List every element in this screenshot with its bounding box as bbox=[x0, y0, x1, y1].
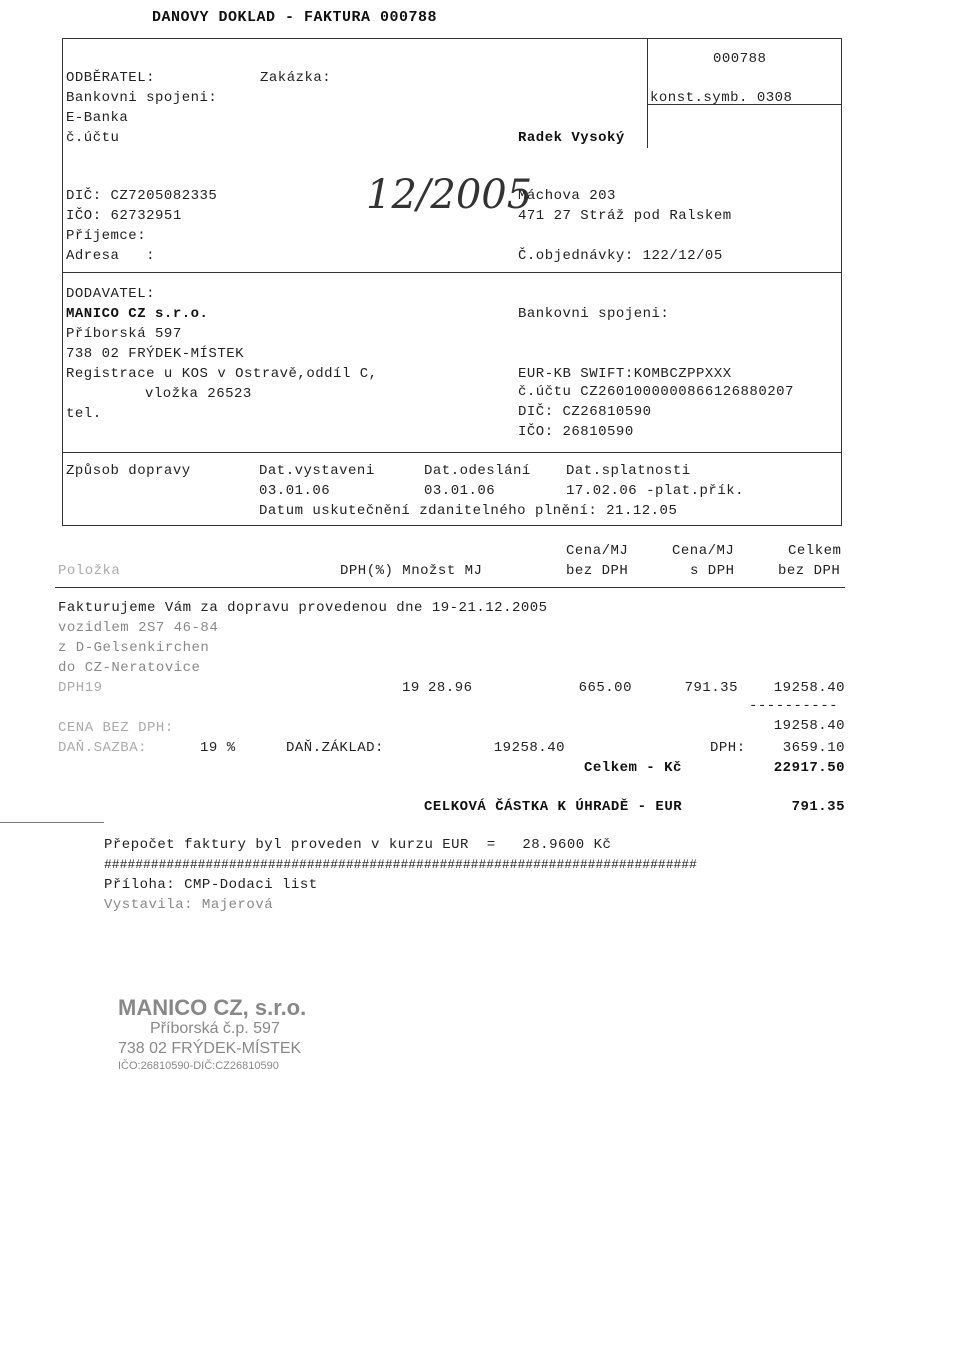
recipient-label: Příjemce: bbox=[66, 228, 147, 244]
buyer-dic: DIČ: CZ7205082335 bbox=[66, 188, 218, 204]
address-label: Adresa : bbox=[66, 248, 156, 264]
header-item: Položka bbox=[58, 563, 121, 579]
supplier-registration-1: Registrace u KOS v Ostravě,oddíl C, bbox=[66, 366, 378, 382]
attachment-line: Příloha: CMP-Dodaci list bbox=[104, 877, 318, 893]
total-czk-label: Celkem - Kč bbox=[584, 760, 682, 776]
buyer-street: Máchova 203 bbox=[518, 188, 616, 204]
item-line-4: do CZ-Neratovice bbox=[58, 660, 201, 676]
due-date: 17.02.06 -plat.přík. bbox=[566, 483, 745, 499]
item-qty: 28.96 bbox=[428, 680, 473, 696]
stamp-line-2: Příborská č.p. 597 bbox=[150, 1020, 280, 1037]
supplier-ico: IČO: 26810590 bbox=[518, 424, 634, 440]
issue-date: 03.01.06 bbox=[259, 483, 331, 499]
header-price-excl-2: bez DPH bbox=[566, 563, 629, 579]
buyer-bank-name: E-Banka bbox=[66, 110, 129, 126]
supplier-label: DODAVATEL: bbox=[66, 286, 156, 302]
total-eur: 791.35 bbox=[791, 799, 845, 815]
stamp-line-4: IČO:26810590-DIČ:CZ26810590 bbox=[118, 1060, 279, 1072]
item-price-incl: 791.35 bbox=[684, 680, 738, 696]
vat-label: DPH: bbox=[710, 740, 746, 756]
buyer-ico: IČO: 62732951 bbox=[66, 208, 182, 224]
vat-amount: 3659.10 bbox=[782, 740, 845, 756]
item-total: 19258.40 bbox=[773, 680, 845, 696]
box-border bbox=[62, 452, 842, 453]
supplier-city: 738 02 FRÝDEK-MÍSTEK bbox=[66, 346, 245, 362]
document-title: DANOVY DOKLAD - FAKTURA 000788 bbox=[152, 9, 438, 26]
issued-by-line: Vystavila: Majerová bbox=[104, 897, 274, 913]
exchange-rate-line: Přepočet faktury byl proveden v kurzu EUR = 28.9600 Kč bbox=[104, 837, 612, 853]
item-vat: 19 bbox=[402, 680, 420, 696]
hash-line: ############################################################################ bbox=[104, 857, 697, 872]
supplier-name: MANICO CZ s.r.o. bbox=[66, 306, 209, 322]
supplier-tel: tel. bbox=[66, 406, 102, 422]
box-border bbox=[62, 272, 842, 273]
stamp-line-1: MANICO CZ, s.r.o. bbox=[118, 995, 307, 1020]
total-czk: 22917.50 bbox=[773, 760, 845, 776]
supplier-registration-2: vložka 26523 bbox=[145, 386, 252, 402]
due-date-label: Dat.splatnosti bbox=[566, 463, 691, 479]
order-number: Č.objednávky: 122/12/05 bbox=[518, 248, 723, 264]
box-border bbox=[647, 38, 648, 148]
price-excl-label: CENA BEZ DPH: bbox=[58, 720, 174, 736]
header-total-1: Celkem bbox=[788, 543, 842, 559]
item-line-3: z D-Gelsenkirchen bbox=[58, 640, 210, 656]
header-vat: DPH(%) Množst MJ bbox=[340, 563, 483, 579]
transport-method-label: Způsob dopravy bbox=[66, 463, 191, 479]
supplier-dic: DIČ: CZ26810590 bbox=[518, 404, 652, 420]
sent-date-label: Dat.odeslání bbox=[424, 463, 531, 479]
stamp-line-3: 738 02 FRÝDEK-MÍSTEK bbox=[118, 1040, 302, 1057]
odberatel-label: ODBĚRATEL: bbox=[66, 70, 156, 86]
header-total-2: bez DPH bbox=[778, 563, 841, 579]
header-price-excl-1: Cena/MJ bbox=[566, 543, 629, 559]
sent-date: 03.01.06 bbox=[424, 483, 496, 499]
item-name: DPH19 bbox=[58, 680, 103, 696]
tax-base-label: DAŇ.ZÁKLAD: bbox=[286, 740, 384, 756]
buyer-account-label: č.účtu bbox=[66, 130, 120, 146]
table-divider bbox=[55, 587, 845, 588]
item-price-excl: 665.00 bbox=[578, 680, 632, 696]
handwritten-note: 12/2005 bbox=[366, 172, 533, 218]
summary-separator: ---------- bbox=[748, 698, 838, 714]
contact-name: Radek Vysoký bbox=[518, 130, 625, 146]
header-price-incl-2: s DPH bbox=[690, 563, 735, 579]
zakazka-label: Zakázka: bbox=[260, 70, 332, 86]
box-border bbox=[62, 38, 842, 39]
scan-artifact bbox=[0, 822, 104, 823]
box-border bbox=[62, 525, 842, 526]
supplier-street: Příborská 597 bbox=[66, 326, 182, 342]
buyer-bank-label: Bankovni spojeni: bbox=[66, 90, 218, 106]
taxable-date: Datum uskutečnění zdanitelného plnění: 21.12.05 bbox=[259, 503, 678, 519]
tax-rate-label: DAŇ.SAZBA: bbox=[58, 740, 148, 756]
issue-date-label: Dat.vystaveni bbox=[259, 463, 375, 479]
invoice-number: 000788 bbox=[713, 51, 767, 67]
supplier-account: č.účtu CZ2601000000866126880207 bbox=[518, 384, 794, 400]
supplier-bank-label: Bankovni spojeni: bbox=[518, 306, 670, 322]
buyer-city: 471 27 Stráž pod Ralskem bbox=[518, 208, 732, 224]
tax-base: 19258.40 bbox=[493, 740, 565, 756]
supplier-bank: EUR-KB SWIFT:KOMBCZPPXXX bbox=[518, 366, 732, 382]
tax-rate: 19 % bbox=[200, 740, 236, 756]
header-price-incl-1: Cena/MJ bbox=[672, 543, 735, 559]
konst-symb: konst.symb. 0308 bbox=[650, 90, 793, 106]
item-line-1: Fakturujeme Vám za dopravu provedenou dne 19-21.12.2005 bbox=[58, 600, 548, 616]
price-excl-total: 19258.40 bbox=[773, 718, 845, 734]
total-eur-label: CELKOVÁ ČÁSTKA K ÚHRADĚ - EUR bbox=[424, 799, 683, 815]
item-line-2: vozidlem 2S7 46-84 bbox=[58, 620, 219, 636]
